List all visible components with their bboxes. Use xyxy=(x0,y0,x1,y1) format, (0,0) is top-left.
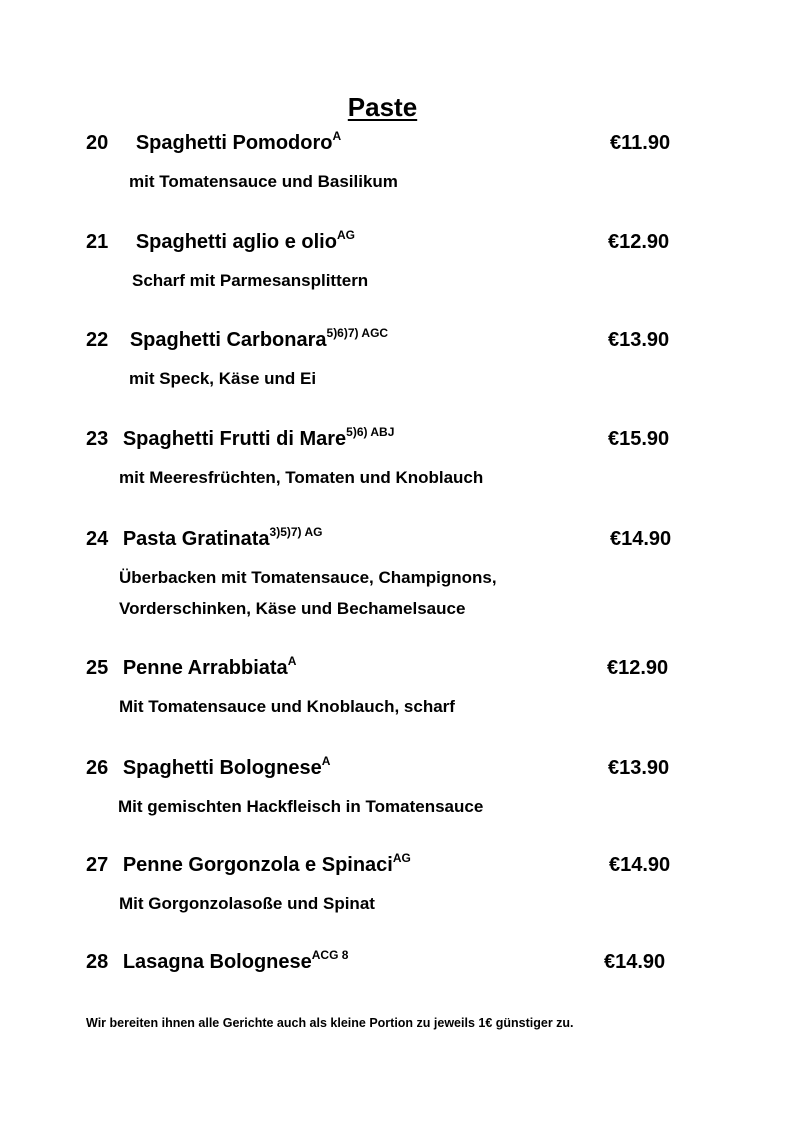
allergen-codes: AG xyxy=(336,228,355,242)
allergen-codes: ACG 8 xyxy=(311,948,349,962)
allergen-codes: A xyxy=(332,129,342,143)
allergen-codes: 5)6)7) AGC xyxy=(326,326,389,340)
item-name: Spaghetti Frutti di Mare xyxy=(122,428,347,450)
item-description-line: Vorderschinken, Käse und Bechamelsauce xyxy=(119,599,466,618)
item-description: Scharf mit Parmesansplittern xyxy=(132,271,369,290)
item-number: 26 xyxy=(86,757,109,779)
item-description: mit Meeresfrüchten, Tomaten und Knoblauch xyxy=(119,468,484,487)
item-number: 20 xyxy=(86,132,109,154)
item-number: 24 xyxy=(86,528,109,550)
item-description: mit Tomatensauce und Basilikum xyxy=(129,172,398,191)
item-name: Spaghetti Bolognese xyxy=(122,757,322,779)
item-price: €14.90 xyxy=(609,854,671,876)
item-price: €13.90 xyxy=(608,329,670,351)
item-number: 28 xyxy=(86,951,109,973)
menu-title: Paste xyxy=(347,92,418,122)
item-number: 22 xyxy=(86,329,109,351)
item-price: €11.90 xyxy=(610,132,671,154)
menu-item xyxy=(86,326,686,394)
item-name: Spaghetti Pomodoro xyxy=(135,132,333,154)
item-description: mit Speck, Käse und Ei xyxy=(129,369,317,388)
menu-item xyxy=(86,654,686,722)
menu-item xyxy=(86,851,686,919)
item-price: €12.90 xyxy=(607,657,669,679)
item-price: €14.90 xyxy=(610,528,672,550)
menu-item xyxy=(86,948,686,979)
item-number: 23 xyxy=(86,428,109,450)
allergen-codes: 5)6) ABJ xyxy=(346,425,395,439)
item-description: Mit Tomatensauce und Knoblauch, scharf xyxy=(119,697,455,716)
item-name: Penne Arrabbiata xyxy=(122,657,288,679)
item-price: €15.90 xyxy=(608,428,670,450)
item-number: 27 xyxy=(86,854,109,876)
menu-item xyxy=(86,525,686,624)
menu-item xyxy=(86,228,686,296)
item-price: €14.90 xyxy=(604,951,666,973)
allergen-codes: A xyxy=(287,654,297,668)
item-description: Mit gemischten Hackfleisch in Tomatensauce xyxy=(118,797,484,816)
menu-item xyxy=(86,425,686,493)
footer-note: Wir bereiten ihnen alle Gerichte auch als kleine Portion zu jeweils 1€ günstiger zu. xyxy=(86,1016,574,1030)
item-name: Pasta Gratinata xyxy=(122,528,270,550)
allergen-codes: AG xyxy=(392,851,411,865)
item-price: €13.90 xyxy=(608,757,670,779)
item-number: 21 xyxy=(86,231,109,253)
menu-item xyxy=(86,754,686,822)
item-name: Penne Gorgonzola e Spinaci xyxy=(122,854,393,876)
allergen-codes: 3)5)7) AG xyxy=(269,525,323,539)
menu-item xyxy=(86,129,686,197)
item-price: €12.90 xyxy=(608,231,670,253)
allergen-codes: A xyxy=(321,754,331,768)
item-description: Mit Gorgonzolasoße und Spinat xyxy=(119,894,375,913)
item-name: Lasagna Bolognese xyxy=(122,951,312,973)
item-number: 25 xyxy=(86,657,109,679)
item-name: Spaghetti Carbonara xyxy=(129,329,327,351)
item-name: Spaghetti aglio e olio xyxy=(135,231,337,253)
item-description-line: Überbacken mit Tomatensauce, Champignons, xyxy=(119,568,497,587)
